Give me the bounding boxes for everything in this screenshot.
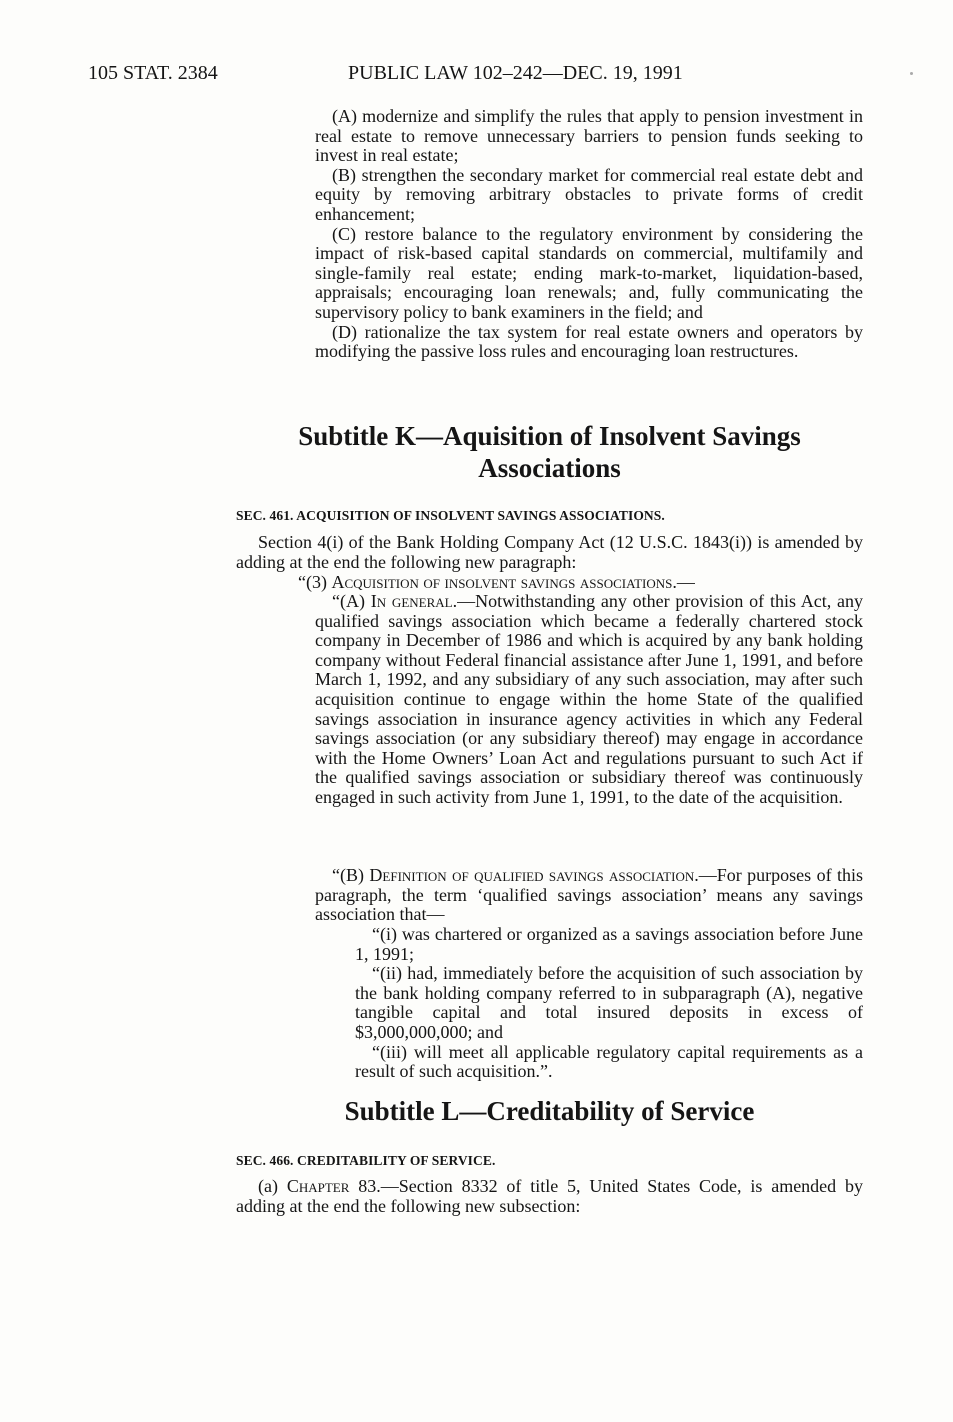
section-466-a: (a) Chapter 83.—Section 8332 of title 5, United States Code, is amended by adding at the end the following new subsection:	[236, 1176, 864, 1216]
subparagraph-b: “(B) Definition of qualified savings association.—For purposes of this paragraph, the term ‘qualified savings association’ means any savings association that—	[315, 865, 864, 925]
scan-speck	[910, 72, 913, 75]
clause-i: “(i) was chartered or organized as a savings association before June 1, 1991;	[355, 924, 863, 964]
clause-d: (D) rationalize the tax system for real estate owners and operators by modifying the passive loss rules and encouraging loan restructures.	[315, 321, 863, 362]
subparagraph-a: “(A) In general.—Notwithstanding any other provision of this Act, any qualified savings association which became a federally chartered stock company in December of 1986 and which is acquired by any bank holding company without Federal financial assistance after June 1, 1991, and before March 1, 1992, and any subsidiary of any such association, may after such acquisition continue to engage within the home State of the qualified savings association in insurance agency activities in which any Federal savings association (or any subsidiary thereof) may engage in accordance with the Home Owners’ Loan Act and regulations pursuant to such Act if the qualified savings association or subsidiary thereof was continuously engaged in such activity from June 1, 1991, to the date of the acquisition.	[315, 591, 863, 807]
clause-iii: “(iii) will meet all applicable regulatory capital requirements as a result of such acquisition.”.	[355, 1041, 863, 1082]
section-466-heading: SEC. 466. CREDITABILITY OF SERVICE.	[236, 1153, 496, 1168]
clause-a: (A) modernize and simplify the rules that apply to pension investment in real estate to remove unnecessary barriers to pension funds seeking to invest in real estate;	[315, 106, 863, 166]
section-461-intro: Section 4(i) of the Bank Holding Company Act (12 U.S.C. 1843(i)) is amended by adding at the end the following new paragraph:	[236, 532, 863, 572]
subtitle-k-line2: Associations	[478, 453, 621, 483]
section-461-heading: SEC. 461. ACQUISITION OF INSOLVENT SAVINGS ASSOCIATIONS.	[236, 508, 665, 523]
paragraph-3-heading: “(3) Acquisition of insolvent savings associations.—	[298, 572, 695, 592]
findings-list	[315, 107, 863, 362]
subtitle-l-heading: Subtitle L—Creditability of Service	[344, 1096, 755, 1126]
clause-c: (C) restore balance to the regulatory environment by considering the impact of risk-based capital standards on commercial, multifamily and single-family real estate; ending mark-to-market, liquidation-based, appraisals; encouraging loan renewals; and, fully communicating the supervisory policy to bank examiners in the field; and	[315, 223, 863, 322]
stat-page-number: 105 STAT. 2384	[88, 62, 218, 84]
subtitle-k-line1: Subtitle K—Aquisition of Insolvent Savings	[298, 421, 801, 451]
clauses-i-iii	[355, 925, 863, 1082]
clause-ii: “(ii) had, immediately before the acquisition of such association by the bank holding company referred to in subparagraph (A), negative tangible capital and total insured deposits in excess of $3,000,000,000; and	[355, 963, 863, 1042]
running-header: PUBLIC LAW 102–242—DEC. 19, 1991	[348, 62, 683, 84]
clause-b: (B) strengthen the secondary market for commercial real estate debt and equity by removing arbitrary obstacles to private forms of credit enhancement;	[315, 164, 863, 224]
subtitle-k-heading	[236, 420, 863, 484]
